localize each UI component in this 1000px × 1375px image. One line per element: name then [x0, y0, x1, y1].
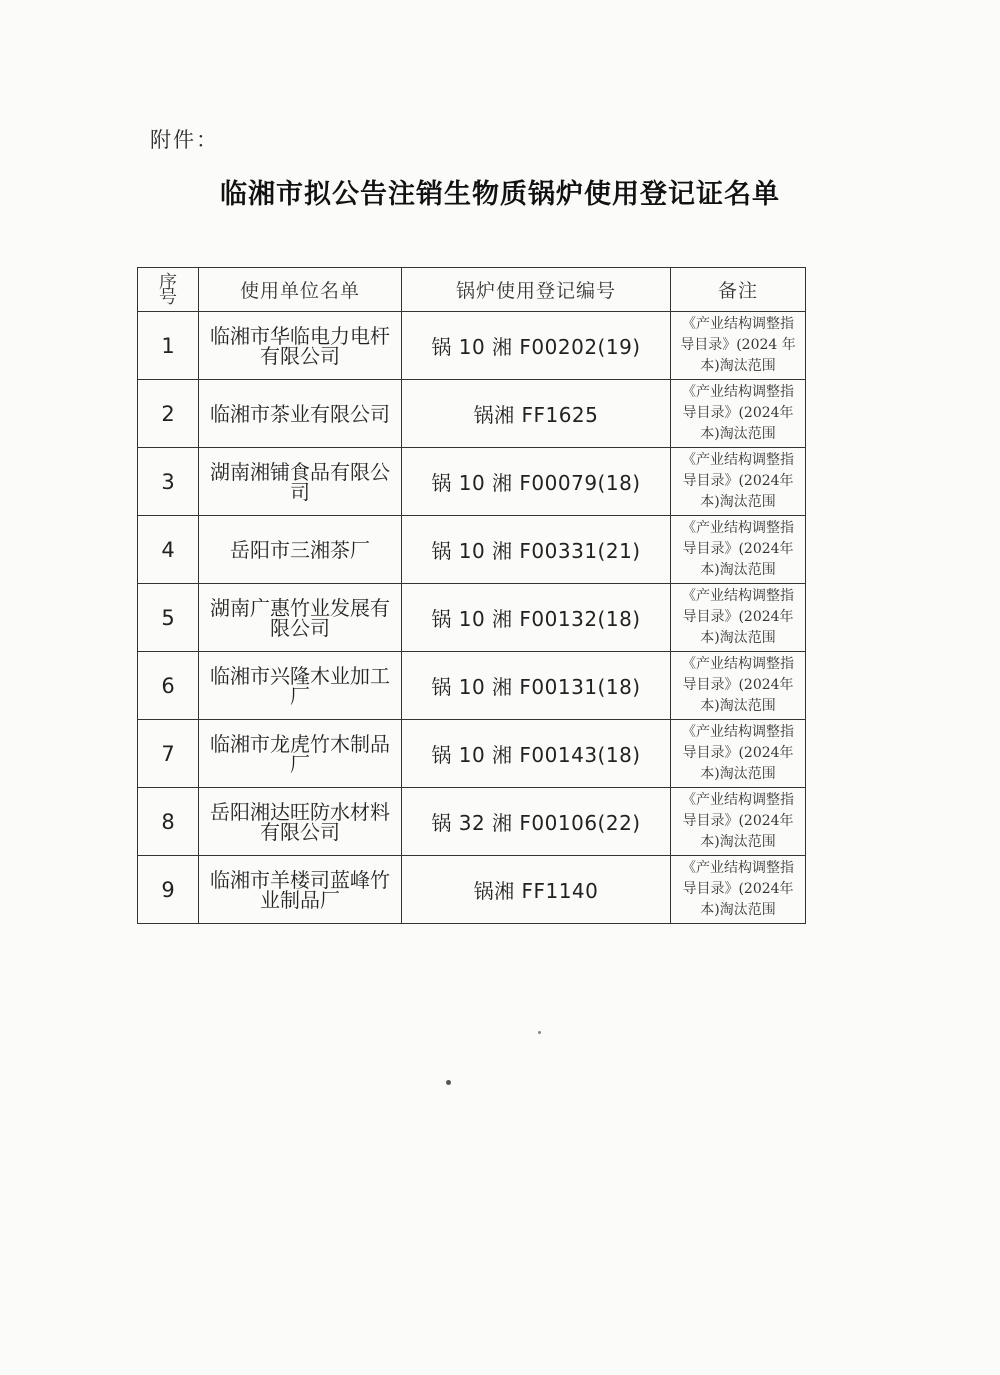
remark: 《产业结构调整指导目录》(2024年本)淘汰范围 — [671, 380, 806, 448]
unit-name: 湖南湘铺食品有限公司 — [199, 448, 402, 516]
table-row — [138, 380, 806, 448]
boiler-registration-table — [137, 267, 806, 924]
unit-name: 临湘市华临电力电杆有限公司 — [199, 312, 402, 380]
table-row — [138, 448, 806, 516]
remark: 《产业结构调整指导目录》(2024年本)淘汰范围 — [671, 584, 806, 652]
remark: 《产业结构调整指导目录》(2024年本)淘汰范围 — [671, 448, 806, 516]
unit-name: 临湘市龙虎竹木制品厂 — [199, 720, 402, 788]
registration-code: 锅 10 湘 F00079(18) — [402, 448, 671, 516]
remark: 《产业结构调整指导目录》(2024 年本)淘汰范围 — [671, 312, 806, 380]
table-row — [138, 516, 806, 584]
row-number: 9 — [138, 856, 199, 924]
registration-code: 锅 10 湘 F00202(19) — [402, 312, 671, 380]
row-number: 3 — [138, 448, 199, 516]
table-header-row — [138, 268, 806, 312]
row-number: 5 — [138, 584, 199, 652]
table-row — [138, 584, 806, 652]
registration-code: 锅 10 湘 F00143(18) — [402, 720, 671, 788]
unit-name: 湖南广惠竹业发展有限公司 — [199, 584, 402, 652]
table-row — [138, 312, 806, 380]
remark: 《产业结构调整指导目录》(2024年本)淘汰范围 — [671, 720, 806, 788]
table-row — [138, 720, 806, 788]
unit-name: 岳阳湘达旺防水材料有限公司 — [199, 788, 402, 856]
remark: 《产业结构调整指导目录》(2024年本)淘汰范围 — [671, 652, 806, 720]
row-number: 6 — [138, 652, 199, 720]
registration-code: 锅湘 FF1625 — [402, 380, 671, 448]
table-row — [138, 856, 806, 924]
header-serial-number: 序号 — [138, 268, 199, 312]
document-title: 临湘市拟公告注销生物质锅炉使用登记证名单 — [220, 179, 780, 210]
table-row — [138, 788, 806, 856]
row-number: 2 — [138, 380, 199, 448]
row-number: 7 — [138, 720, 199, 788]
scan-speck — [538, 1031, 541, 1034]
remark: 《产业结构调整指导目录》(2024年本)淘汰范围 — [671, 788, 806, 856]
row-number: 4 — [138, 516, 199, 584]
registration-code: 锅 10 湘 F00131(18) — [402, 652, 671, 720]
registration-code: 锅 10 湘 F00132(18) — [402, 584, 671, 652]
table-row — [138, 652, 806, 720]
header-unit-name: 使用单位名单 — [199, 268, 402, 312]
remark: 《产业结构调整指导目录》(2024年本)淘汰范围 — [671, 516, 806, 584]
attachment-label: 附件： — [150, 128, 219, 152]
remark: 《产业结构调整指导目录》(2024年本)淘汰范围 — [671, 856, 806, 924]
unit-name: 临湘市羊楼司蓝峰竹业制品厂 — [199, 856, 402, 924]
registration-code: 锅湘 FF1140 — [402, 856, 671, 924]
unit-name: 临湘市兴隆木业加工厂 — [199, 652, 402, 720]
scan-speck — [446, 1080, 451, 1085]
unit-name: 临湘市茶业有限公司 — [199, 380, 402, 448]
row-number: 8 — [138, 788, 199, 856]
registration-code: 锅 10 湘 F00331(21) — [402, 516, 671, 584]
registration-code: 锅 32 湘 F00106(22) — [402, 788, 671, 856]
header-remarks: 备注 — [671, 268, 806, 312]
row-number: 1 — [138, 312, 199, 380]
header-registration-code: 锅炉使用登记编号 — [402, 268, 671, 312]
unit-name: 岳阳市三湘茶厂 — [199, 516, 402, 584]
